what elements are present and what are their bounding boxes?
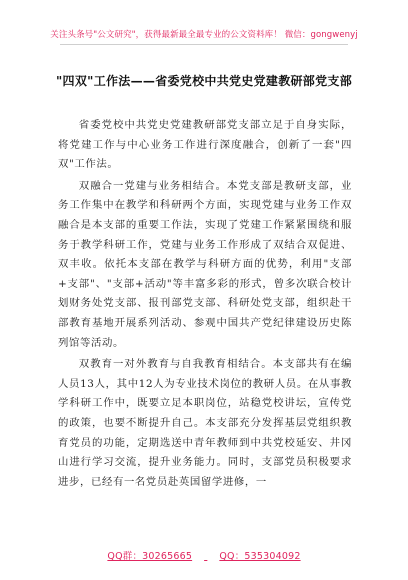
footer-contact [0, 548, 408, 562]
paragraph-double-education: 双教育一对外教育与自我教育相结合。本支部共有在编人员13人，其中12人为专业技术岗位的教研人员。在从事教学科研工作中，既要立足本职岗位，站稳党校讲坛，宣传党的政策，也要不断提升自己。本支部充分发挥基层党组织教育党员的功能，定期选送中青年教师到中共党校延安、井冈山进行学习交流，提升业务能力。同时，支部党员积极要求进步，已经有一名党员赴英国留学进修，一 [58, 358, 352, 488]
document-body [58, 116, 352, 494]
paragraph-double-integration: 双融合一党建与业务相结合。本党支部是教研支部，业务工作集中在教学和科研两个方面，实现党建与业务工作双融合是本支部的重要工作法，实现了党建工作紧紧围绕和服务于教学科研工作，党建与业务工作形成了双结合双促进、双丰收。依托本支部在教学与科研方面的优势，利用"支部+支部"、"支部+活动"等丰富多彩的形式，曾多次联合校计划财务处党支部、报刊部党支部、科研处党支部，组织赴干部教育基地开展系列活动、参观中国共产党纪律建设历史陈列馆等活动。 [58, 179, 352, 349]
footer-qq[interactable]: QQ：535304092 [219, 551, 301, 562]
document-title: "四双"工作法——省委党校中共党史党建教研部党支部 [55, 74, 352, 88]
footer-qq-group[interactable]: QQ群：30265665 [107, 551, 193, 562]
header-divider [60, 44, 348, 45]
paragraph-intro: 省委党校中共党史党建教研部党支部立足于自身实际，将党建工作与中心业务工作进行深度融合，创新了一套"四双"工作法。 [58, 119, 352, 171]
header-banner: 关注头条号"公文研究"，获得最新最全最专业的公文资料库！ 微信：gongwenyj [50, 30, 358, 40]
